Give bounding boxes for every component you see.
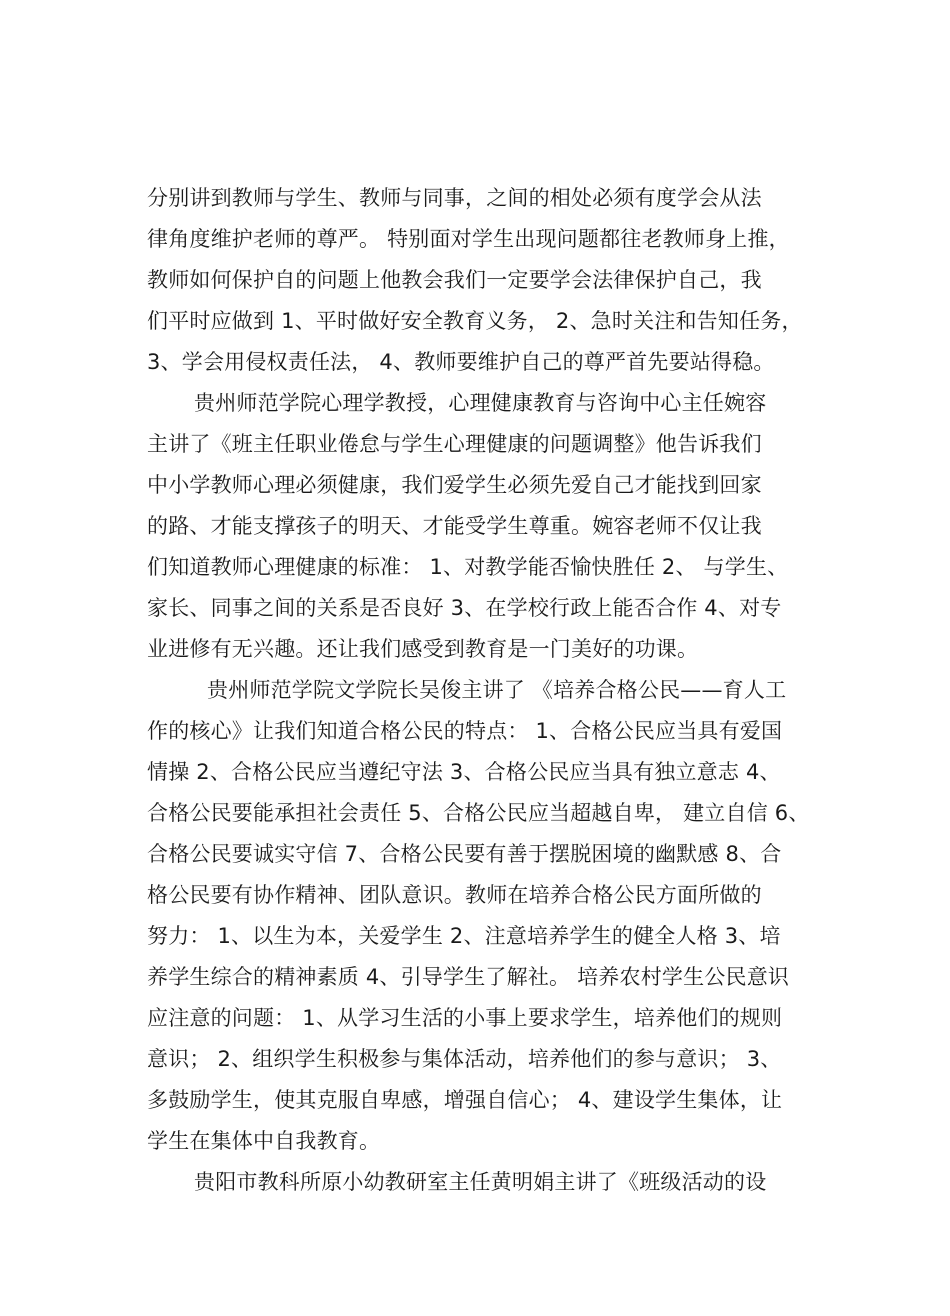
text-line: 合格公民要能承担社会责任 5、合格公民应当超越自卑， 建立自信 6、 <box>147 801 810 825</box>
text-line: 合格公民要诚实守信 7、合格公民要有善于摆脱困境的幽默感 8、合 <box>147 842 782 866</box>
text-line: 的路、才能支撑孩子的明天、才能受学生尊重。婉容老师不仅让我 <box>147 514 762 538</box>
text-line: 意识； 2、组织学生积极参与集体活动，培养他们的参与意识； 3、 <box>147 1047 782 1071</box>
text-line: 养学生综合的精神素质 4、引导学生了解社。 培养农村学生公民意识 <box>147 965 790 989</box>
text-line: 律角度维护老师的尊严。 特别面对学生出现问题都往老教师身上推， <box>147 227 790 251</box>
document-body <box>147 178 867 1203</box>
text-line: 教师如何保护自的问题上他教会我们一定要学会法律保护自己，我 <box>147 268 762 292</box>
text-line: 情操 2、合格公民应当遵纪守法 3、合格公民应当具有独立意志 4、 <box>147 760 781 784</box>
text-line: 多鼓励学生，使其克服自卑感，增强自信心； 4、建设学生集体，让 <box>147 1088 783 1112</box>
text-line: 作的核心》让我们知道合格公民的特点： 1、合格公民应当具有爱国 <box>147 719 783 743</box>
text-line: 业进修有无兴趣。还让我们感受到教育是一门美好的功课。 <box>147 637 699 661</box>
text-line: 3、学会用侵权责任法， 4、教师要维护自己的尊严首先要站得稳。 <box>147 350 775 374</box>
text-line: 家长、同事之间的关系是否良好 3、在学校行政上能否合作 4、对专 <box>147 596 782 620</box>
text-line: 学生在集体中自我教育。 <box>147 1129 381 1153</box>
text-line: 们平时应做到 1、平时做好安全教育义务， 2、急时关注和告知任务， <box>147 309 803 333</box>
paragraph-start-line: 贵州师范学院心理学教授，心理健康教育与咨询中心主任婉容 <box>194 391 767 415</box>
paragraph-start-line: 贵阳市教科所原小幼教研室主任黄明娟主讲了《班级活动的设 <box>194 1170 767 1194</box>
paragraph-start-line: 贵州师范学院文学院长吴俊主讲了 《培养合格公民——育人工 <box>207 678 787 702</box>
text-line: 分别讲到教师与学生、教师与同事，之间的相处必须有度学会从法 <box>147 186 762 210</box>
text-line: 主讲了《班主任职业倦怠与学生心理健康的问题调整》他告诉我们 <box>147 432 762 456</box>
text-line: 应注意的问题： 1、从学习生活的小事上要求学生，培养他们的规则 <box>147 1006 783 1030</box>
text-line: 们知道教师心理健康的标准： 1、对教学能否愉快胜任 2、 与学生、 <box>147 555 789 579</box>
text-line: 格公民要有协作精神、团队意识。教师在培养合格公民方面所做的 <box>147 883 762 907</box>
text-line: 中小学教师心理必须健康，我们爱学生必须先爱自己才能找到回家 <box>147 473 762 497</box>
text-line: 努力： 1、以生为本，关爱学生 2、注意培养学生的健全人格 3、培 <box>147 924 781 948</box>
